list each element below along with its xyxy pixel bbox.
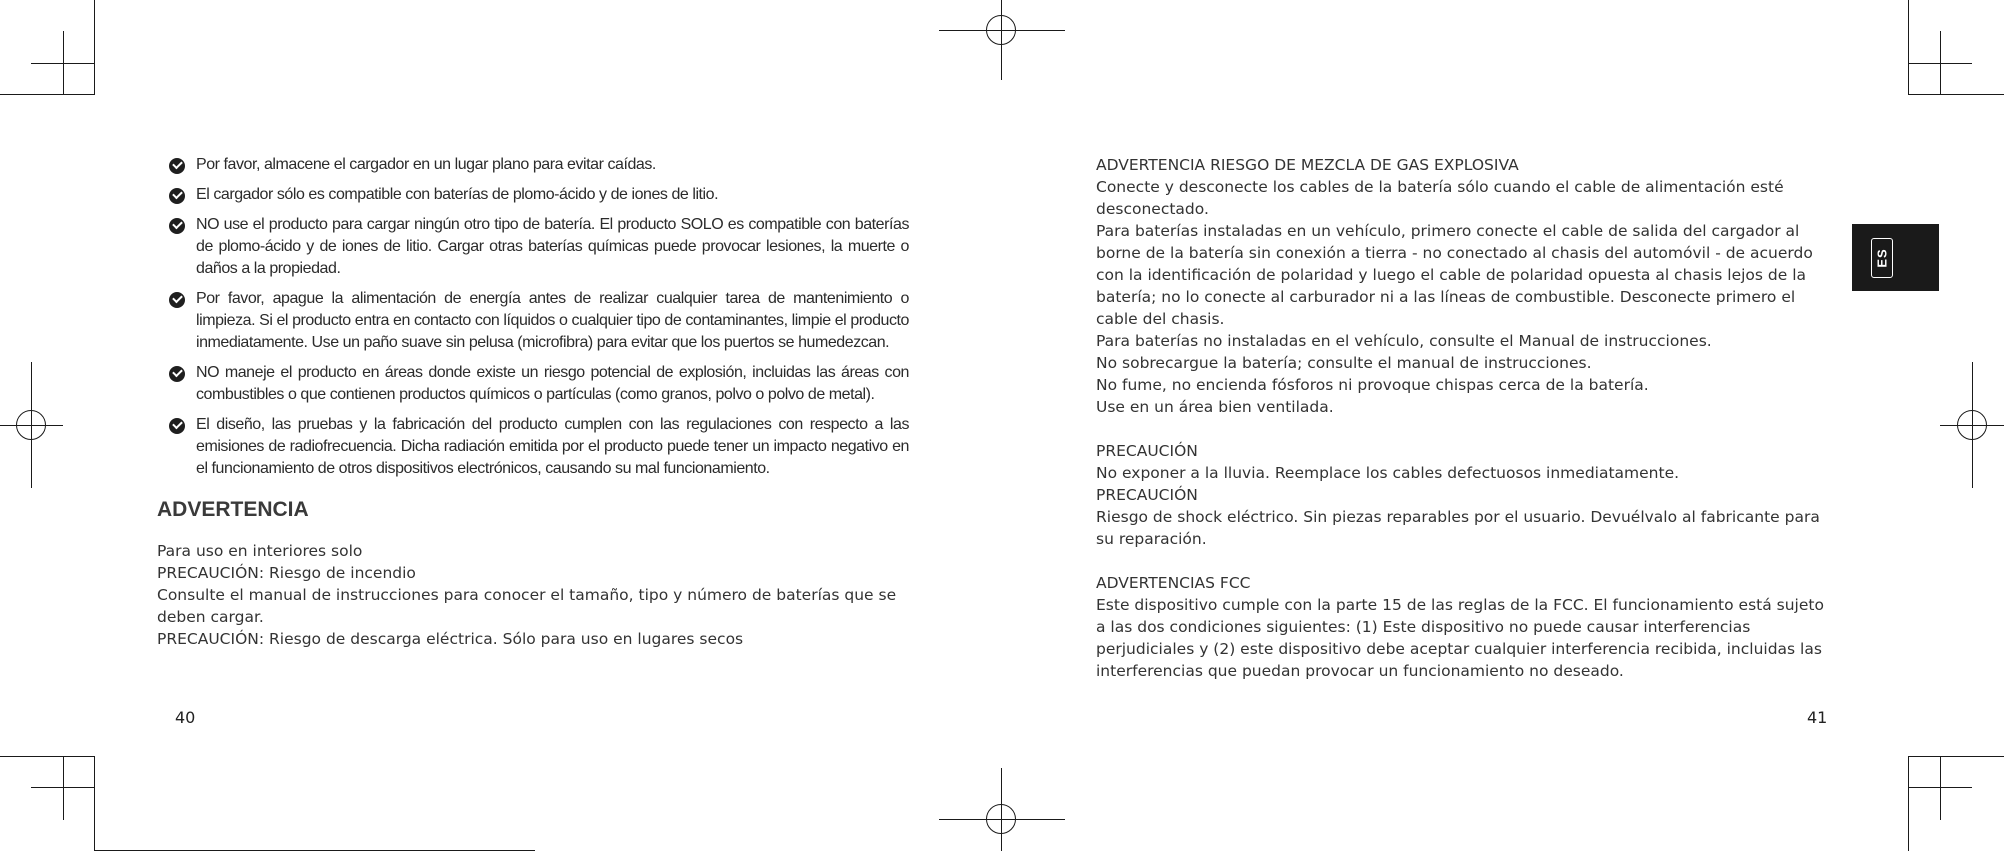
page-number: 40 <box>175 708 196 727</box>
fcc-title: ADVERTENCIAS FCC <box>1096 574 1251 592</box>
check-circle-icon <box>169 218 185 234</box>
text-line: No sobrecargue la batería; consulte el manual de instrucciones. <box>1096 354 1592 372</box>
text-line: Use en un área bien ventilada. <box>1096 398 1334 416</box>
text-line: Consulte el manual de instrucciones para conocer el tamaño, tipo y número de baterías que se deben cargar. <box>157 586 897 626</box>
text-line: Para uso en interiores solo <box>157 542 363 560</box>
list-item: El cargador sólo es compatible con baterías de plomo-ácido y de iones de litio. <box>157 184 909 206</box>
check-circle-icon <box>169 292 185 308</box>
left-page <box>157 154 909 650</box>
list-item: Por favor, almacene el cargador en un lugar plano para evitar caídas. <box>157 154 909 176</box>
caution-title: PRECAUCIÓN <box>1096 442 1198 460</box>
list-item: El diseño, las pruebas y la fabricación del producto cumplen con las regulaciones con respecto a las emisiones de radiofrecuencia. Dicha radiación emitida por el producto puede tener un impacto negativo en el funcionamiento de otros dispositivos electrónicos, causando su mal funcionamiento. <box>157 414 909 480</box>
list-item: NO maneje el producto en áreas donde existe un riesgo potencial de explosión, incluidas las áreas con combustibles o que contienen productos químicos o partículas (como granos, polvo o polvo de metal). <box>157 362 909 406</box>
text-line: No fume, no encienda fósforos ni provoque chispas cerca de la batería. <box>1096 376 1649 394</box>
language-tab-label: ES <box>1874 248 1890 268</box>
text-line: Para baterías instaladas en un vehículo, primero conecte el cable de salida del cargador al borne de la batería sin conexión a tierra - no conectado al chasis del automóvil - de acuerdo con la identificación de polaridad y luego el cable de polaridad opuesta al chasis lejos de la batería; no lo conecte al carburador ni a las líneas de combustible. Desconecte primero el cable del chasis. <box>1096 222 1813 328</box>
warning-title: ADVERTENCIA RIESGO DE MEZCLA DE GAS EXPLOSIVA <box>1096 156 1519 174</box>
bullet-list <box>157 154 909 480</box>
text-line: Conecte y desconecte los cables de la batería sólo cuando el cable de alimentación esté desconectado. <box>1096 178 1784 218</box>
warning-lines <box>157 540 909 650</box>
check-circle-icon <box>169 418 185 434</box>
text-line: PRECAUCIÓN: Riesgo de descarga eléctrica. Sólo para uso en lugares secos <box>157 630 744 648</box>
language-tab <box>1852 224 1939 291</box>
check-circle-icon <box>169 366 185 382</box>
right-page <box>1096 154 1838 682</box>
list-item: NO use el producto para cargar ningún otro tipo de batería. El producto SOLO es compatible con baterías de plomo-ácido y de iones de litio. Cargar otras baterías químicas puede provocar lesiones, la muerte o daños a la propiedad. <box>157 214 909 280</box>
caution-title: PRECAUCIÓN <box>1096 486 1198 504</box>
text-line: Para baterías no instaladas en el vehículo, consulte el Manual de instrucciones. <box>1096 332 1712 350</box>
check-circle-icon <box>169 188 185 204</box>
text-line: PRECAUCIÓN: Riesgo de incendio <box>157 564 416 582</box>
caution-text: No exponer a la lluvia. Reemplace los cables defectuosos inmediatamente. <box>1096 464 1680 482</box>
section-heading: ADVERTENCIA <box>157 498 309 521</box>
caution-text: Riesgo de shock eléctrico. Sin piezas reparables por el usuario. Devuélvalo al fabricante para su reparación. <box>1096 508 1820 548</box>
list-item: Por favor, apague la alimentación de energía antes de realizar cualquier tarea de mantenimiento o limpieza. Si el producto entra en contacto con líquidos o cualquier tipo de contaminantes, limpie el producto inmediatamente. Use un paño suave sin pelusa (microfibra) para evitar que los puertos se humedezcan. <box>157 288 909 354</box>
check-circle-icon <box>169 158 185 174</box>
page-number: 41 <box>1807 708 1828 727</box>
fcc-text: Este dispositivo cumple con la parte 15 de las reglas de la FCC. El funcionamiento está sujeto a las dos condiciones siguientes: (1) Este dispositivo no puede causar interferencias perjudiciales y (2) este dispositivo debe aceptar cualquier interferencia recibida, incluidas las interferencias que puedan provocar un funcionamiento no deseado. <box>1096 596 1824 680</box>
